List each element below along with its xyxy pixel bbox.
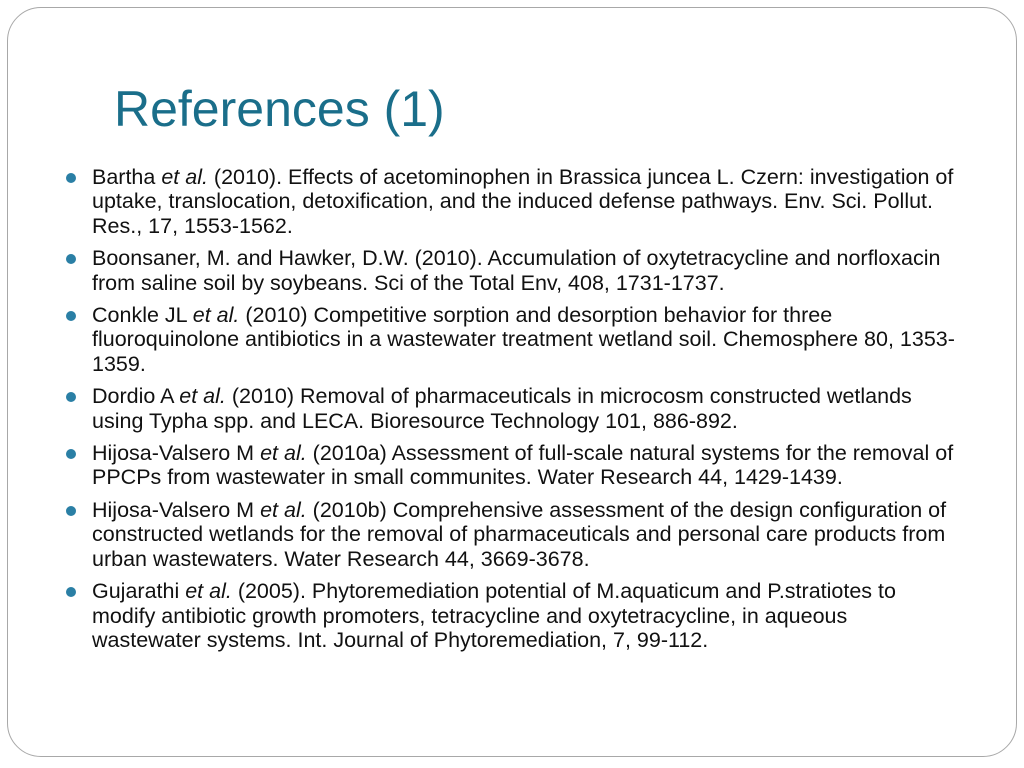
- reference-etal: et al.: [260, 441, 307, 466]
- bullet-icon: [66, 506, 76, 516]
- reference-author: Hijosa-Valsero M: [92, 497, 261, 522]
- reference-details: (2010) Removal of pharmaceuticals in microcosm constructed wetlands using Typha spp. and LECA. Bioresource Technology 101, 886-892.: [92, 384, 912, 433]
- reference-etal: et al.: [179, 384, 226, 409]
- reference-author: Bartha: [92, 165, 162, 189]
- references-list: [66, 165, 956, 768]
- reference-etal: et al.: [185, 579, 232, 604]
- reference-item: [66, 165, 956, 238]
- reference-details: (2010b) Comprehensive assessment of the design configuration of constructed wetlands for the removal of pharmaceuticals and personal care products from urban wastewaters. Water Research 44, 3669-3678.: [92, 497, 947, 571]
- bullet-icon: [66, 311, 76, 321]
- bullet-icon: [66, 392, 76, 402]
- reference-details: (2005). Phytoremediation potential of M.aquaticum and P.stratiotes to modify antibiotic growth promoters, tetracycline and oxytetracycline, in aqueous wastewater systems. Int. Journal of Phytoremediation, 7, 99-112.: [92, 579, 896, 652]
- reference-author: Conkle JL: [92, 303, 193, 328]
- bullet-icon: [66, 449, 76, 459]
- reference-author: Dordio A: [92, 384, 180, 409]
- reference-etal: et al.: [161, 165, 208, 189]
- reference-item: [66, 303, 956, 376]
- reference-item: [66, 498, 956, 571]
- reference-details: (2010). Effects of acetominophen in Brassica juncea L. Czern: investigation of uptake, translocation, detoxification, and the induced defense pathways. Env. Sci. Pollut. Res., 17, 1553-1562.: [92, 165, 954, 238]
- reference-item: [66, 441, 956, 490]
- bullet-icon: [66, 254, 76, 264]
- reference-item: [66, 246, 956, 295]
- bullet-icon: [66, 173, 76, 183]
- reference-author: Hijosa-Valsero M: [92, 441, 261, 466]
- slide-title: References (1): [114, 81, 445, 137]
- reference-details: (2010) Competitive sorption and desorption behavior for three fluoroquinolone antibiotics in a wastewater treatment wetland soil. Chemosphere 80, 1353-1359.: [92, 303, 955, 376]
- reference-item: [66, 579, 956, 652]
- reference-item: [66, 384, 956, 433]
- reference-details: (2010a) Assessment of full-scale natural systems for the removal of PPCPs from wastewater in small communites. Water Research 44, 1429-1439.: [92, 441, 954, 490]
- reference-author: Gujarathi: [92, 579, 186, 604]
- reference-etal: et al.: [260, 497, 307, 522]
- reference-etal: et al.: [192, 303, 240, 328]
- reference-author: Boonsaner, M. and Hawker, D.W. (2010). Accumulation of oxytetracycline and norfloxacin from saline soil by soybeans. Sci of the Total Env, 408, 1731-1737.: [92, 246, 941, 295]
- bullet-icon: [66, 587, 76, 597]
